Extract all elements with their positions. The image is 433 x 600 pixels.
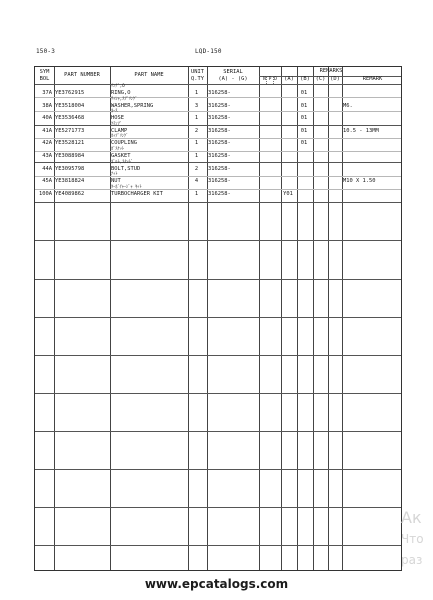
remark-cell: M10 X 1.50	[343, 178, 376, 185]
serial-cell: 316258-	[208, 153, 231, 159]
part-number-cell: YE3818824	[55, 178, 85, 185]
part-name-cell: NUT	[111, 178, 121, 185]
part-name-kana: ｶﾞｽｹｯﾄ	[111, 147, 124, 152]
col-npd: N P D	[263, 77, 277, 82]
qty-cell: 2	[194, 127, 199, 134]
part-name-cell: CLAMP	[111, 127, 128, 134]
watermark-line-2: Что	[401, 532, 424, 546]
part-name-kana: ﾜｯｼｬ,ｽﾌﾟﾘﾝｸﾞ	[111, 96, 138, 102]
col-part-number: PART NUMBER	[64, 72, 100, 78]
part-name-cell: GASKET	[111, 153, 131, 159]
remark-cell: 10.5 - 13MM	[343, 127, 379, 134]
serial-cell: 316258-	[208, 165, 231, 172]
part-number-cell: YE3088984	[55, 153, 85, 159]
col-d: (D)	[330, 76, 340, 82]
qty-cell: 3	[194, 102, 199, 109]
col-remarks: REMARKS	[319, 68, 343, 74]
col-c: (C)	[315, 76, 326, 82]
col-a: (A)	[284, 76, 294, 82]
serial-cell: 316258-	[208, 127, 231, 134]
remark-b-cell: 01	[300, 140, 308, 147]
serial-cell: 316258-	[208, 178, 231, 185]
symbol-cell: 40A	[42, 115, 52, 122]
col-remark: REMARK	[362, 76, 383, 82]
col-unit-qty: UNIT Q.TY	[191, 69, 204, 82]
col-symbol: SYM BOL	[39, 69, 50, 82]
part-name-kana: ﾎｰｽ	[111, 109, 118, 115]
remark-b-cell: 01	[300, 90, 308, 96]
page-code: 150-3	[36, 48, 56, 55]
remark-cell: M6.	[343, 102, 353, 109]
part-name-kana: ﾘﾝｸﾞ,O	[111, 84, 125, 89]
part-name-cell: COUPLING	[111, 140, 137, 147]
part-name-kana: ﾀｰﾎﾞﾁｬｰｼﾞｬ ｷｯﾄ	[111, 184, 142, 190]
qty-cell: 1	[194, 90, 199, 96]
part-number-cell: YE3095798	[55, 165, 85, 172]
col-serial: SERIAL (A) - (G)	[218, 69, 248, 82]
part-name-cell: TURBOCHARGER KIT	[111, 190, 163, 197]
symbol-cell: 37A	[42, 90, 52, 96]
part-number-cell: YE3528121	[55, 140, 85, 147]
serial-cell: 316258-	[208, 140, 231, 147]
part-number-cell: YE3518004	[55, 102, 85, 109]
qty-cell: 1	[194, 140, 199, 147]
part-name-cell: HOSE	[111, 115, 124, 122]
watermark-line-1: Ак	[401, 508, 422, 527]
col-b: (B)	[300, 76, 310, 82]
qty-cell: 1	[194, 190, 199, 197]
part-name-kana: ｶｯﾌﾟﾘﾝｸﾞ	[111, 134, 129, 140]
part-name-kana: ﾅｯﾄ	[111, 172, 118, 178]
symbol-cell: 43A	[42, 153, 52, 159]
symbol-cell: 45A	[42, 178, 52, 185]
symbol-cell: 42A	[42, 140, 52, 147]
part-name-kana: ﾎﾞﾙﾄ,ｽﾀｯﾄﾞ	[111, 159, 133, 165]
part-number-cell: YE4089862	[55, 190, 85, 197]
part-name-cell: BOLT,STUD	[111, 165, 141, 172]
part-name-kana: ｸﾗﾝﾌﾟ	[111, 121, 122, 127]
qty-cell: 1	[194, 115, 199, 122]
part-number-cell: YE5271773	[55, 127, 85, 134]
remark-b-cell: 01	[300, 127, 308, 134]
footer-site-link[interactable]: www.epcatalogs.com	[144, 577, 289, 591]
col-part-name: PART NAME	[134, 72, 164, 78]
symbol-cell: 41A	[42, 127, 52, 134]
serial-cell: 316258-	[208, 115, 231, 122]
qty-cell: 2	[194, 165, 199, 172]
symbol-cell: 44A	[42, 165, 52, 172]
part-name-cell: RING,O	[111, 90, 131, 96]
remark-b-cell: 01	[300, 115, 308, 122]
part-name-cell: WASHER,SPRING	[111, 102, 154, 109]
symbol-cell: 100A	[39, 190, 52, 197]
remark-a-cell: Y01	[283, 190, 293, 197]
serial-cell: 316258-	[208, 90, 231, 96]
symbol-cell: 38A	[42, 102, 52, 109]
remark-b-cell: 01	[300, 102, 308, 109]
part-number-cell: YE3536468	[55, 115, 85, 122]
qty-cell: 1	[194, 153, 199, 159]
part-number-cell: YE3762915	[55, 90, 85, 96]
model-code: LQD-150	[195, 48, 222, 55]
watermark-line-3: раз	[401, 553, 423, 567]
qty-cell: 4	[194, 178, 199, 185]
serial-cell: 316258-	[208, 190, 231, 197]
serial-cell: 316258-	[208, 102, 231, 109]
